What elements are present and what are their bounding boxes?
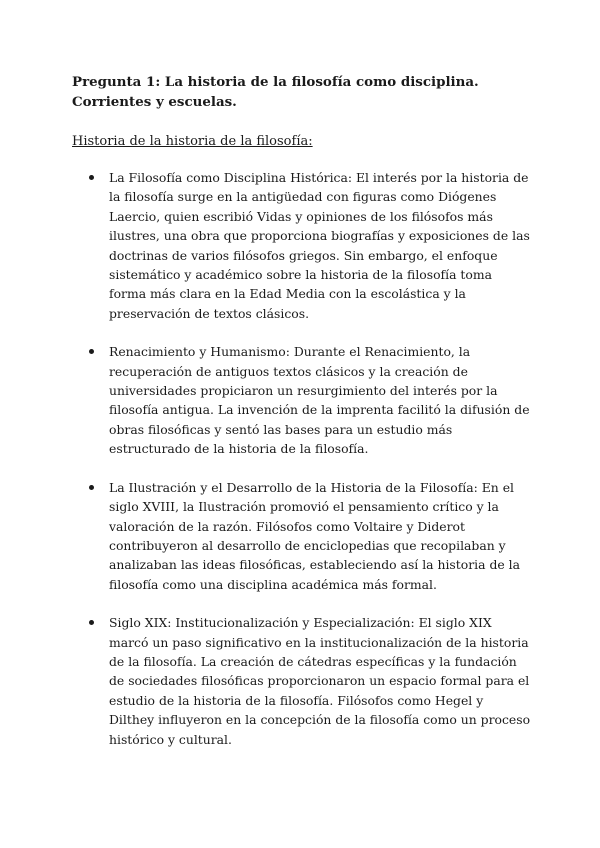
bullet-text: La Ilustración y el Desarrollo de la Historia de la Filosofía: En el siglo XVIII, la Ilustración promovió el pensamiento crítico y la valoración de la razón. Filósofos como Voltaire y Diderot contribuyeron al desarrollo de enciclopedias que recopilaban y analizaban las ideas filosóficas, estableciendo así la historia de la filosofía como una disciplina académica más formal. xyxy=(109,479,520,592)
list-item xyxy=(72,478,532,594)
bullet-list xyxy=(72,168,532,749)
bullet-icon xyxy=(89,485,94,490)
section-heading: Historia de la historia de la filosofía: xyxy=(72,134,313,149)
bullet-icon xyxy=(89,175,94,180)
document-page xyxy=(72,72,532,749)
bullet-text: La Filosofía como Disciplina Histórica: El interés por la historia de la filosofía surge en la antigüedad con figuras como Diógenes Laercio, quien escribió Vidas y opiniones de los filósofos más ilustres, una obra que proporciona biografías y exposiciones de las doctrinas de varios filósofos griegos. Sin embargo, el enfoque sistemático y académico sobre la historia de la filosofía toma forma más clara en la Edad Media con la escolástica y la preservación de textos clásicos. xyxy=(109,170,530,321)
document-title xyxy=(72,72,532,112)
list-item xyxy=(72,613,532,749)
list-item xyxy=(72,342,532,458)
bullet-text: Renacimiento y Humanismo: Durante el Renacimiento, la recuperación de antiguos textos clásicos y la creación de universidades propiciaron un resurgimiento del interés por la filosofía antigua. La invención de la imprenta facilitó la difusión de obras filosóficas y sentó las bases para un estudio más estructurado de la historia de la filosofía. xyxy=(109,344,530,457)
title-line-2: Corrientes y escuelas. xyxy=(72,94,237,110)
title-line-1: Pregunta 1: La historia de la filosofía como disciplina. xyxy=(72,74,479,90)
bullet-text: Siglo XIX: Institucionalización y Especialización: El siglo XIX marcó un paso significativo en la institucionalización de la historia de la filosofía. La creación de cátedras específicas y la fundación de sociedades filosóficas proporcionaron un espacio formal para el estudio de la historia de la filosofía. Filósofos como Hegel y Dilthey influyeron en la concepción de la filosofía como un proceso histórico y cultural. xyxy=(109,615,531,747)
list-item xyxy=(72,168,532,323)
